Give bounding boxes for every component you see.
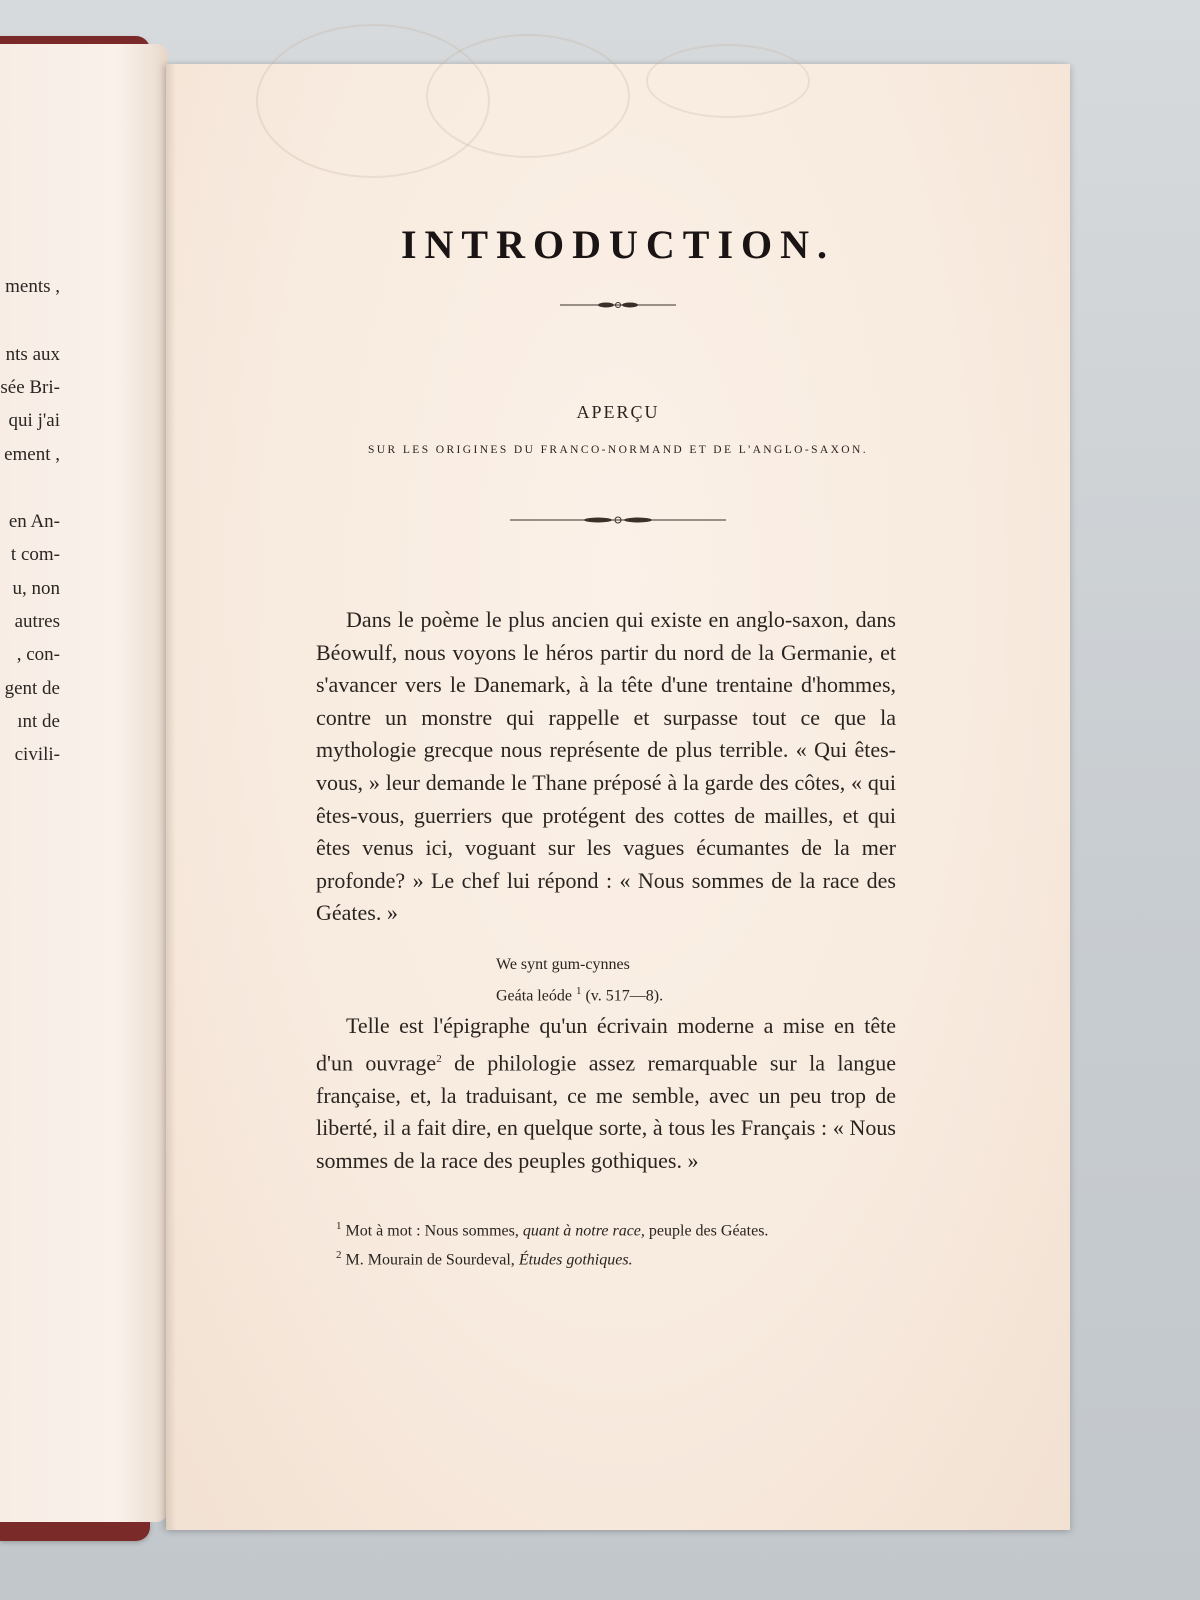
ornament-divider-2 — [166, 513, 1070, 531]
footnote-marker: 1 — [575, 985, 582, 997]
section-subtitle: APERÇU — [576, 402, 660, 422]
paragraph-1: Dans le poème le plus ancien qui existe en anglo-saxon, dans Béowulf, nous voyons le héros partir du nord de la Germanie, et s'avancer vers le Danemark, à la tête d'une trentaine d'hommes, contre un monstre qui rappelle et surpasse tout ce que la mythologie grecque nous représente de plus terrible. « Qui êtes-vous, » leur demande le Thane préposé à la garde des côtes, « qui êtes-vous, guerriers que protégent des cottes de mailles, et qui êtes venus ici, voguant sur les vagues écumantes de la mer profonde? » Le chef lui répond : « Nous sommes de la race des Géates. » — [316, 607, 896, 926]
footnote-marker: 2 — [436, 1052, 442, 1065]
ornament-icon — [558, 299, 678, 311]
footnote-1 — [336, 1214, 896, 1243]
ornament-divider-1 — [166, 298, 1070, 316]
paragraph-2-part-1: Telle est l'épigraphe qu'un écrivain moderne a mise en tête d'un ouvrage — [316, 1013, 896, 1075]
paragraph-2-part-2: de philologie assez remarquable sur la langue française, et, la traduisant, ce me semble, avec un peu trop de liberté, il a fait dire, en quelque sorte, à tous les Français : « Nous sommes de la race des peuples gothiques. » — [316, 1049, 896, 1173]
footnote-1-italic: quant à notre race, — [522, 1222, 645, 1240]
footnote-1-end: peuple des Géates. — [648, 1222, 769, 1240]
chapter-heading: INTRODUCTION. — [400, 222, 836, 267]
verse-reference: (v. 517—8). — [585, 987, 664, 1005]
ornament-icon — [508, 514, 728, 526]
left-line: sée Bri- — [0, 377, 60, 398]
footnotes — [336, 1214, 896, 1273]
section-subsubtitle: SUR LES ORIGINES DU FRANCO-NORMAND ET DE L'ANGLO-SAXON. — [368, 444, 868, 456]
footnote-1-text: Mot à mot : Nous sommes, — [345, 1222, 519, 1240]
left-line: t com- — [10, 544, 60, 565]
left-line: , con- — [16, 644, 60, 665]
left-line: ınt de — [17, 711, 60, 732]
left-line: ement , — [4, 444, 60, 465]
left-line: en An- — [8, 511, 60, 532]
footnote-2-text: M. Mourain de Sourdeval, — [345, 1251, 515, 1269]
footnote-number: 1 — [336, 1220, 342, 1232]
verse-quote — [496, 952, 663, 1009]
left-line: qui j'ai — [8, 410, 60, 431]
water-stain — [426, 34, 630, 158]
verse-line-2-text: Geáta leóde — [496, 987, 572, 1005]
paragraph-2 — [316, 1010, 896, 1177]
verse-line-1: We synt gum-cynnes — [496, 956, 630, 973]
left-line: gent de — [4, 678, 60, 699]
footnote-2-italic: Études gothiques. — [518, 1251, 633, 1269]
left-line: u, non — [12, 578, 60, 599]
water-stain — [646, 44, 810, 118]
footnote-2 — [336, 1243, 896, 1272]
left-line: autres — [14, 611, 60, 632]
verse-line-2 — [496, 978, 663, 1009]
right-page — [166, 64, 1070, 1530]
page-gutter-shadow — [166, 64, 176, 1530]
left-line: ments , — [5, 276, 60, 297]
footnote-number: 2 — [336, 1249, 342, 1262]
left-line: nts aux — [5, 344, 60, 365]
left-page — [0, 44, 168, 1522]
left-line: civili- — [14, 744, 60, 765]
